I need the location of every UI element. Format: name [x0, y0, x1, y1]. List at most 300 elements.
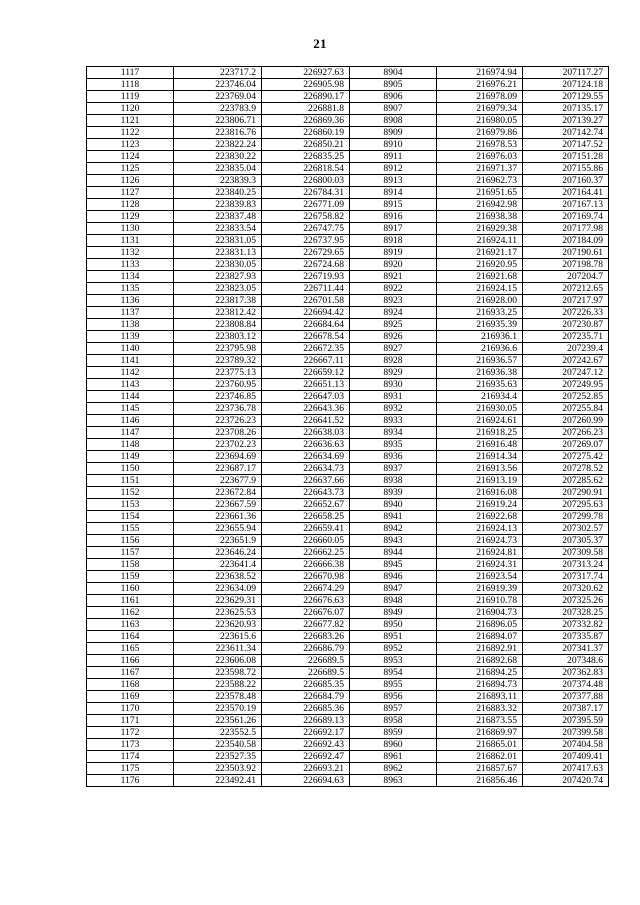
cell-point-id-right: 8950 [350, 619, 437, 631]
cell-x-right: 216913.19 [437, 475, 523, 487]
table-row [87, 115, 609, 127]
cell-x-left: 223837.48 [174, 211, 262, 223]
cell-y-left: 226747.75 [262, 223, 350, 235]
cell-y-left: 226684.64 [262, 319, 350, 331]
table-row [87, 379, 609, 391]
cell-x-left: 223808.84 [174, 319, 262, 331]
cell-point-id-right: 8917 [350, 223, 437, 235]
cell-y-left: 226662.25 [262, 547, 350, 559]
cell-point-id-right: 8915 [350, 199, 437, 211]
cell-y-left: 226659.12 [262, 367, 350, 379]
cell-x-left: 223803.12 [174, 331, 262, 343]
cell-x-left: 223816.76 [174, 127, 262, 139]
cell-point-id-right: 8951 [350, 631, 437, 643]
cell-x-left: 223503.92 [174, 763, 262, 775]
table-row [87, 679, 609, 691]
cell-y-right: 207124.18 [523, 79, 609, 91]
cell-point-id-right: 8909 [350, 127, 437, 139]
cell-point-id-left: 1131 [87, 235, 174, 247]
cell-y-right: 207309.58 [523, 547, 609, 559]
cell-y-right: 207167.13 [523, 199, 609, 211]
cell-y-right: 207252.85 [523, 391, 609, 403]
cell-point-id-right: 8954 [350, 667, 437, 679]
cell-x-left: 223661.36 [174, 511, 262, 523]
cell-point-id-right: 8921 [350, 271, 437, 283]
cell-x-left: 223667.59 [174, 499, 262, 511]
cell-x-right: 216924.61 [437, 415, 523, 427]
table-row [87, 295, 609, 307]
cell-point-id-left: 1155 [87, 523, 174, 535]
cell-x-right: 216978.53 [437, 139, 523, 151]
cell-point-id-right: 8940 [350, 499, 437, 511]
cell-x-left: 223823.05 [174, 283, 262, 295]
cell-point-id-left: 1168 [87, 679, 174, 691]
table-row [87, 403, 609, 415]
cell-x-left: 223746.85 [174, 391, 262, 403]
cell-x-right: 216980.05 [437, 115, 523, 127]
cell-x-right: 216938.38 [437, 211, 523, 223]
table-row [87, 343, 609, 355]
table-row [87, 547, 609, 559]
cell-y-right: 207325.26 [523, 595, 609, 607]
cell-x-left: 223646.24 [174, 547, 262, 559]
cell-x-right: 216936.57 [437, 355, 523, 367]
cell-x-right: 216896.05 [437, 619, 523, 631]
cell-y-right: 207404.58 [523, 739, 609, 751]
cell-point-id-right: 8931 [350, 391, 437, 403]
cell-point-id-right: 8941 [350, 511, 437, 523]
cell-point-id-left: 1174 [87, 751, 174, 763]
cell-point-id-right: 8912 [350, 163, 437, 175]
cell-x-right: 216942.98 [437, 199, 523, 211]
cell-x-left: 223672.84 [174, 487, 262, 499]
cell-y-right: 207255.84 [523, 403, 609, 415]
cell-x-left: 223822.24 [174, 139, 262, 151]
cell-y-left: 226643.36 [262, 403, 350, 415]
cell-x-right: 216976.03 [437, 151, 523, 163]
cell-point-id-left: 1170 [87, 703, 174, 715]
cell-x-left: 223687.17 [174, 463, 262, 475]
cell-y-left: 226881.8 [262, 103, 350, 115]
cell-y-right: 207117.27 [523, 67, 609, 79]
page-number: 21 [313, 36, 327, 51]
cell-x-right: 216979.34 [437, 103, 523, 115]
table-row [87, 439, 609, 451]
cell-point-id-right: 8947 [350, 583, 437, 595]
cell-x-right: 216914.34 [437, 451, 523, 463]
cell-x-left: 223641.4 [174, 559, 262, 571]
cell-y-left: 226890.17 [262, 91, 350, 103]
cell-y-left: 226637.66 [262, 475, 350, 487]
cell-point-id-right: 8952 [350, 643, 437, 655]
cell-x-right: 216978.09 [437, 91, 523, 103]
cell-point-id-left: 1167 [87, 667, 174, 679]
cell-y-left: 226818.54 [262, 163, 350, 175]
cell-point-id-left: 1150 [87, 463, 174, 475]
cell-y-right: 207160.37 [523, 175, 609, 187]
table-row [87, 103, 609, 115]
cell-y-left: 226771.09 [262, 199, 350, 211]
cell-point-id-left: 1144 [87, 391, 174, 403]
cell-y-right: 207184.09 [523, 235, 609, 247]
cell-x-left: 223775.13 [174, 367, 262, 379]
cell-point-id-left: 1153 [87, 499, 174, 511]
cell-y-right: 207395.59 [523, 715, 609, 727]
cell-x-left: 223606.08 [174, 655, 262, 667]
cell-y-left: 226672.35 [262, 343, 350, 355]
cell-point-id-left: 1141 [87, 355, 174, 367]
cell-point-id-right: 8963 [350, 775, 437, 787]
table-body [87, 67, 609, 787]
cell-y-left: 226850.21 [262, 139, 350, 151]
cell-y-right: 207212.65 [523, 283, 609, 295]
cell-x-left: 223789.32 [174, 355, 262, 367]
cell-point-id-left: 1129 [87, 211, 174, 223]
cell-x-right: 216971.37 [437, 163, 523, 175]
cell-y-left: 226694.63 [262, 775, 350, 787]
cell-point-id-right: 8914 [350, 187, 437, 199]
cell-y-left: 226670.98 [262, 571, 350, 583]
cell-x-left: 223615.6 [174, 631, 262, 643]
table-row [87, 259, 609, 271]
cell-y-left: 226692.43 [262, 739, 350, 751]
cell-x-left: 223655.94 [174, 523, 262, 535]
cell-point-id-right: 8957 [350, 703, 437, 715]
cell-y-right: 207266.23 [523, 427, 609, 439]
cell-point-id-left: 1147 [87, 427, 174, 439]
cell-x-left: 223578.48 [174, 691, 262, 703]
cell-point-id-right: 8920 [350, 259, 437, 271]
cell-y-left: 226658.25 [262, 511, 350, 523]
cell-point-id-left: 1151 [87, 475, 174, 487]
cell-x-right: 216857.67 [437, 763, 523, 775]
cell-x-right: 216951.65 [437, 187, 523, 199]
cell-y-left: 226676.07 [262, 607, 350, 619]
cell-y-left: 226634.69 [262, 451, 350, 463]
cell-y-right: 207147.52 [523, 139, 609, 151]
cell-point-id-right: 8956 [350, 691, 437, 703]
cell-point-id-left: 1173 [87, 739, 174, 751]
cell-point-id-right: 8906 [350, 91, 437, 103]
cell-y-right: 207204.7 [523, 271, 609, 283]
cell-point-id-left: 1172 [87, 727, 174, 739]
cell-x-left: 223839.83 [174, 199, 262, 211]
cell-x-right: 216869.97 [437, 727, 523, 739]
cell-point-id-right: 8918 [350, 235, 437, 247]
cell-point-id-left: 1134 [87, 271, 174, 283]
table-row [87, 703, 609, 715]
table-row [87, 427, 609, 439]
cell-point-id-left: 1123 [87, 139, 174, 151]
cell-point-id-left: 1166 [87, 655, 174, 667]
cell-x-right: 216919.39 [437, 583, 523, 595]
cell-y-left: 226667.11 [262, 355, 350, 367]
cell-y-left: 226860.19 [262, 127, 350, 139]
cell-point-id-right: 8904 [350, 67, 437, 79]
cell-point-id-right: 8932 [350, 403, 437, 415]
table-row [87, 583, 609, 595]
cell-y-right: 207239.4 [523, 343, 609, 355]
cell-point-id-left: 1169 [87, 691, 174, 703]
cell-point-id-left: 1140 [87, 343, 174, 355]
cell-point-id-right: 8955 [350, 679, 437, 691]
cell-y-left: 226643.73 [262, 487, 350, 499]
cell-x-left: 223736.78 [174, 403, 262, 415]
cell-y-left: 226651.13 [262, 379, 350, 391]
cell-x-right: 216893.11 [437, 691, 523, 703]
cell-y-left: 226835.25 [262, 151, 350, 163]
cell-y-left: 226692.47 [262, 751, 350, 763]
cell-x-right: 216894.73 [437, 679, 523, 691]
cell-point-id-left: 1161 [87, 595, 174, 607]
cell-x-left: 223839.3 [174, 175, 262, 187]
cell-x-left: 223611.34 [174, 643, 262, 655]
table-row [87, 67, 609, 79]
cell-y-right: 207278.52 [523, 463, 609, 475]
cell-x-left: 223746.04 [174, 79, 262, 91]
cell-x-right: 216933.25 [437, 307, 523, 319]
cell-point-id-left: 1157 [87, 547, 174, 559]
cell-y-right: 207142.74 [523, 127, 609, 139]
cell-y-right: 207313.24 [523, 559, 609, 571]
cell-y-left: 226724.68 [262, 259, 350, 271]
cell-y-right: 207302.57 [523, 523, 609, 535]
table-row [87, 223, 609, 235]
cell-point-id-left: 1119 [87, 91, 174, 103]
cell-point-id-left: 1121 [87, 115, 174, 127]
cell-y-left: 226686.79 [262, 643, 350, 655]
cell-x-right: 216979.86 [437, 127, 523, 139]
cell-x-left: 223651.9 [174, 535, 262, 547]
cell-x-right: 216974.94 [437, 67, 523, 79]
table-row [87, 271, 609, 283]
table-row [87, 331, 609, 343]
cell-x-left: 223760.95 [174, 379, 262, 391]
cell-point-id-right: 8930 [350, 379, 437, 391]
table-row [87, 463, 609, 475]
cell-y-right: 207305.37 [523, 535, 609, 547]
table-row [87, 571, 609, 583]
table-row [87, 691, 609, 703]
cell-point-id-left: 1135 [87, 283, 174, 295]
cell-y-left: 226683.26 [262, 631, 350, 643]
cell-y-left: 226784.31 [262, 187, 350, 199]
cell-point-id-right: 8946 [350, 571, 437, 583]
cell-y-left: 226689.13 [262, 715, 350, 727]
cell-x-left: 223629.31 [174, 595, 262, 607]
table-row [87, 535, 609, 547]
cell-point-id-right: 8943 [350, 535, 437, 547]
cell-x-right: 216922.68 [437, 511, 523, 523]
cell-y-left: 226677.82 [262, 619, 350, 631]
table-row [87, 391, 609, 403]
cell-y-right: 207290.91 [523, 487, 609, 499]
cell-x-left: 223552.5 [174, 727, 262, 739]
cell-x-right: 216924.11 [437, 235, 523, 247]
table-row [87, 79, 609, 91]
cell-x-left: 223795.98 [174, 343, 262, 355]
cell-x-left: 223717.2 [174, 67, 262, 79]
cell-x-left: 223833.54 [174, 223, 262, 235]
cell-point-id-left: 1148 [87, 439, 174, 451]
table-row [87, 283, 609, 295]
cell-point-id-left: 1137 [87, 307, 174, 319]
cell-x-right: 216892.68 [437, 655, 523, 667]
table-row [87, 559, 609, 571]
cell-point-id-right: 8928 [350, 355, 437, 367]
cell-x-left: 223806.71 [174, 115, 262, 127]
table-row [87, 247, 609, 259]
cell-point-id-right: 8924 [350, 307, 437, 319]
table-row [87, 199, 609, 211]
table-row [87, 739, 609, 751]
cell-y-left: 226674.29 [262, 583, 350, 595]
table-row [87, 415, 609, 427]
cell-point-id-right: 8913 [350, 175, 437, 187]
cell-y-right: 207155.86 [523, 163, 609, 175]
cell-x-left: 223840.25 [174, 187, 262, 199]
cell-x-left: 223783.9 [174, 103, 262, 115]
cell-x-right: 216918.25 [437, 427, 523, 439]
table-row [87, 763, 609, 775]
cell-x-left: 223831.05 [174, 235, 262, 247]
table-row [87, 607, 609, 619]
table-row [87, 595, 609, 607]
table-row [87, 307, 609, 319]
table-row [87, 655, 609, 667]
cell-x-right: 216924.15 [437, 283, 523, 295]
table-row [87, 667, 609, 679]
cell-x-left: 223598.72 [174, 667, 262, 679]
cell-x-right: 216936.1 [437, 331, 523, 343]
cell-y-right: 207320.62 [523, 583, 609, 595]
cell-point-id-left: 1158 [87, 559, 174, 571]
cell-x-right: 216962.73 [437, 175, 523, 187]
cell-y-left: 226647.03 [262, 391, 350, 403]
cell-point-id-right: 8923 [350, 295, 437, 307]
cell-point-id-left: 1132 [87, 247, 174, 259]
cell-y-left: 226676.63 [262, 595, 350, 607]
cell-point-id-left: 1138 [87, 319, 174, 331]
cell-point-id-left: 1162 [87, 607, 174, 619]
cell-point-id-right: 8958 [350, 715, 437, 727]
cell-x-right: 216934.4 [437, 391, 523, 403]
cell-point-id-right: 8962 [350, 763, 437, 775]
cell-y-right: 207164.41 [523, 187, 609, 199]
table-row [87, 163, 609, 175]
cell-y-right: 207139.27 [523, 115, 609, 127]
cell-y-left: 226689.5 [262, 667, 350, 679]
cell-x-right: 216929.38 [437, 223, 523, 235]
cell-point-id-left: 1126 [87, 175, 174, 187]
cell-point-id-left: 1136 [87, 295, 174, 307]
table-row [87, 175, 609, 187]
cell-y-left: 226659.41 [262, 523, 350, 535]
cell-point-id-left: 1118 [87, 79, 174, 91]
cell-y-right: 207409.41 [523, 751, 609, 763]
cell-y-left: 226701.58 [262, 295, 350, 307]
table-row [87, 211, 609, 223]
table-row [87, 727, 609, 739]
cell-y-left: 226758.82 [262, 211, 350, 223]
cell-y-left: 226652.67 [262, 499, 350, 511]
cell-point-id-left: 1117 [87, 67, 174, 79]
cell-x-right: 216904.73 [437, 607, 523, 619]
cell-y-right: 207135.17 [523, 103, 609, 115]
table-row [87, 127, 609, 139]
cell-x-left: 223817.38 [174, 295, 262, 307]
cell-y-right: 207295.63 [523, 499, 609, 511]
cell-y-right: 207387.17 [523, 703, 609, 715]
cell-x-left: 223702.23 [174, 439, 262, 451]
cell-x-left: 223769.04 [174, 91, 262, 103]
cell-point-id-right: 8959 [350, 727, 437, 739]
cell-x-left: 223634.09 [174, 583, 262, 595]
cell-y-left: 226693.21 [262, 763, 350, 775]
cell-y-right: 207190.61 [523, 247, 609, 259]
cell-y-left: 226678.54 [262, 331, 350, 343]
cell-point-id-left: 1143 [87, 379, 174, 391]
cell-x-right: 216924.81 [437, 547, 523, 559]
table-row [87, 751, 609, 763]
cell-y-right: 207299.78 [523, 511, 609, 523]
table-row [87, 355, 609, 367]
cell-point-id-left: 1142 [87, 367, 174, 379]
cell-x-right: 216865.01 [437, 739, 523, 751]
table-row [87, 319, 609, 331]
cell-point-id-right: 8942 [350, 523, 437, 535]
cell-y-left: 226692.17 [262, 727, 350, 739]
cell-point-id-left: 1145 [87, 403, 174, 415]
cell-point-id-left: 1125 [87, 163, 174, 175]
cell-x-left: 223694.69 [174, 451, 262, 463]
cell-point-id-right: 8953 [350, 655, 437, 667]
cell-y-left: 226927.63 [262, 67, 350, 79]
cell-y-right: 207275.42 [523, 451, 609, 463]
cell-point-id-right: 8916 [350, 211, 437, 223]
cell-y-right: 207285.62 [523, 475, 609, 487]
cell-point-id-right: 8922 [350, 283, 437, 295]
cell-y-right: 207399.58 [523, 727, 609, 739]
cell-point-id-right: 8929 [350, 367, 437, 379]
cell-x-right: 216976.21 [437, 79, 523, 91]
cell-y-right: 207374.48 [523, 679, 609, 691]
cell-x-right: 216921.17 [437, 247, 523, 259]
cell-y-left: 226684.79 [262, 691, 350, 703]
cell-y-right: 207217.97 [523, 295, 609, 307]
cell-y-right: 207269.07 [523, 439, 609, 451]
cell-y-left: 226638.03 [262, 427, 350, 439]
cell-point-id-left: 1127 [87, 187, 174, 199]
cell-x-left: 223677.9 [174, 475, 262, 487]
table-row [87, 715, 609, 727]
cell-y-right: 207247.12 [523, 367, 609, 379]
cell-point-id-right: 8908 [350, 115, 437, 127]
cell-y-right: 207260.99 [523, 415, 609, 427]
cell-point-id-left: 1160 [87, 583, 174, 595]
table-row [87, 631, 609, 643]
cell-y-right: 207177.98 [523, 223, 609, 235]
table-row [87, 475, 609, 487]
cell-point-id-right: 8948 [350, 595, 437, 607]
cell-y-right: 207198.78 [523, 259, 609, 271]
cell-point-id-left: 1120 [87, 103, 174, 115]
cell-x-right: 216935.63 [437, 379, 523, 391]
cell-x-left: 223540.58 [174, 739, 262, 751]
cell-point-id-right: 8925 [350, 319, 437, 331]
cell-y-right: 207335.87 [523, 631, 609, 643]
cell-point-id-right: 8911 [350, 151, 437, 163]
